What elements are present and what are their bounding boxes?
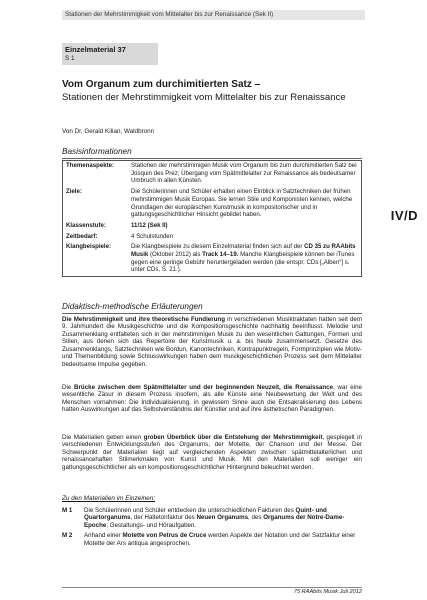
text-run: Anhand einer (84, 532, 123, 540)
row-value: 11/12 (Sek II) (131, 221, 168, 229)
page-number: S 1 (65, 55, 75, 62)
footer-rule (62, 587, 362, 588)
row-key: Themenaspekte: (66, 162, 115, 169)
bold-run: Brücke zwischen dem Spätmittelalter und der beginnenden Neuzeit, die Renaissance (74, 384, 334, 391)
basis-heading: Basisinformationen (62, 147, 132, 156)
text-run: Die Klangbeispiele zu diesem Einzelmaterial finden sich auf der (131, 243, 305, 251)
text-run: , der Haltetonfaktur des (130, 514, 197, 522)
bold-run: Track 14–19. (202, 251, 239, 259)
table-row (63, 221, 362, 232)
text-run: in verschiedenen Musiktraktaten hatten seit dem 9. Jahrhundert die Musikgeschichte und die Kompositionsgeschichte nachhaltig beeinflusst. Melodie und Zusammenklang entfalteten sich in der mehrstimmigen Musik zu den wesentlichen Gattungen, Formen und Stilen, aus denen sich das Repertoire der Kunstmusik u. a. bis heute zusammensetzt. Gesetze des Zusammenklangs, Satztechniken wie Bordun, Kanontechniken, Kontrapunktregeln, Formprinzipien wie Motiv- und Themenbildung sowie Schlusswirkungen haben dem musikgeschichtlichen Prozess seit dem Mittelalter bedeutsame Impulse gegeben. (62, 316, 362, 368)
item-label: M 1 (62, 507, 73, 514)
basis-rule (62, 158, 362, 159)
running-header: Stationen der Mehrstimmigkeit vom Mittelalter bis zur Renaissance (Sek II) (62, 10, 365, 20)
article-subtitle: Stationen der Mehrstimmigkeit vom Mittelalter bis zur Renaissance (62, 92, 346, 103)
text-run: Die Materialien geben einen (62, 434, 144, 441)
row-key: Klassenstufe: (66, 221, 106, 229)
paragraph-renaissance (62, 384, 362, 414)
didaktik-heading: Didaktisch-methodische Erläuterungen (62, 302, 203, 311)
text-run: , war eine wesentliche Zäsur in diesem Prozess insofern, als alle Künste eine Neubewertung der Welt und des Menschen vornahmen: Die Individualisierung, in gewissem Sinne auch die Entsakralisierung des Lebens hatten Auswirkungen auf das Selbstverständnis der Künstler und auf ihre ästhetischen Paradigmen. (62, 384, 362, 414)
didaktik-rule (62, 313, 362, 314)
item-text (84, 507, 362, 529)
list-item (62, 507, 362, 529)
row-value: Die Schülerinnen und Schüler erhalten einen Einblick in Satztechniken der frühen mehrstimmigen Musik Europas. Sie lernen Stile und Komponisten kennen, welche Grundlagen der europäischen Kunstmusik in kompositorischer und in gattungsgeschichtlicher Hinsicht gebildet haben. (131, 188, 353, 219)
table-row (63, 242, 362, 276)
row-key: Ziele: (66, 188, 82, 196)
bold-run: Neuen Organums (196, 514, 249, 522)
bold-run: Quint- und Quartorganums (84, 507, 327, 522)
article-author: Von Dr. Gerald Kilian, Waldbronn (62, 128, 155, 135)
row-value (128, 242, 362, 276)
bold-run: Motette von Petrus de Cruce (122, 532, 207, 540)
bold-run: Organums der Notre-Dame-Epoche (84, 514, 345, 529)
bold-run: Die Mehrstimmigkeit und ihre theoretische Fundierung (62, 316, 225, 323)
row-value: Stationen der mehrstimmigen Musik vom Organum bis zum durchimitierten Satz bei Josquin des Prez; Übergang vom Spätmittelalter zur Renaissance als bedeutsamer Umbruch in allen Künsten. (131, 162, 357, 185)
row-key: Zeitbedarf: (66, 232, 98, 240)
text-run: werden Aspekte der Notation und der Satzfaktur einer Motette der Ars antiqua angesprochen. (84, 532, 356, 547)
text-run: , des (248, 514, 264, 522)
footer-text: 75 RAAbits Musik Juli 2012 (293, 589, 362, 595)
text-run: Manche Klangbeispiele können bei iTunes gegen eine geringe Gebühr heruntergeladen werden (die entspr. CDs [„Alben“] s. unter CDs, S. 21.). (131, 251, 355, 274)
list-item (62, 532, 362, 547)
bold-run: groben Überblick über die Entstehung der Mehrstimmigkeit (143, 434, 323, 441)
article-title: Vom Organum zum durchimitierten Satz – (62, 79, 261, 90)
section-tab: IV/D (390, 208, 418, 223)
paragraph-materialien (62, 434, 362, 471)
materials-list (62, 507, 362, 550)
basis-table (62, 160, 362, 277)
row-key: Klangbeispiele: (66, 243, 112, 251)
item-label: M 2 (62, 532, 73, 540)
material-number: Einzelmaterial 37 (65, 45, 126, 54)
material-badge (62, 43, 158, 65)
table-row (63, 187, 362, 221)
text-run: ; Gestaltungs- und Höraufgaben. (106, 521, 197, 529)
materials-heading: Zu den Materialien im Einzelnen: (62, 495, 156, 502)
bold-run: CD 35 zu RAAbits Musik (131, 243, 356, 259)
table-row (63, 161, 362, 188)
table-row (63, 232, 362, 243)
text-run: Die (62, 384, 75, 391)
text-run: (Oktober 2012) als (148, 251, 203, 259)
row-value: 4 Schulstunden (131, 232, 174, 240)
paragraph-mehrstimmigkeit (62, 316, 362, 368)
item-text (84, 532, 362, 547)
text-run: , gespiegelt in verschiedenen Entwicklungsstufen des Organums, der Motette, der Chanson und der Messe. Der Schwerpunkt der Materialien liegt auf vergleichenden Aspekten zwischen spätmittelalterlichen und renaissancehaften Stilmerkmalen von Kunst und Musik. Mit den Materialien soll weniger ein gattungsgeschichtlicher als ein kompositionsgeschichtlicher Hintergrund beleuchtet werden. (62, 434, 362, 471)
text-run: Die Schülerinnen und Schüler entdecken die unterschiedlichen Fakturen des (84, 507, 296, 514)
